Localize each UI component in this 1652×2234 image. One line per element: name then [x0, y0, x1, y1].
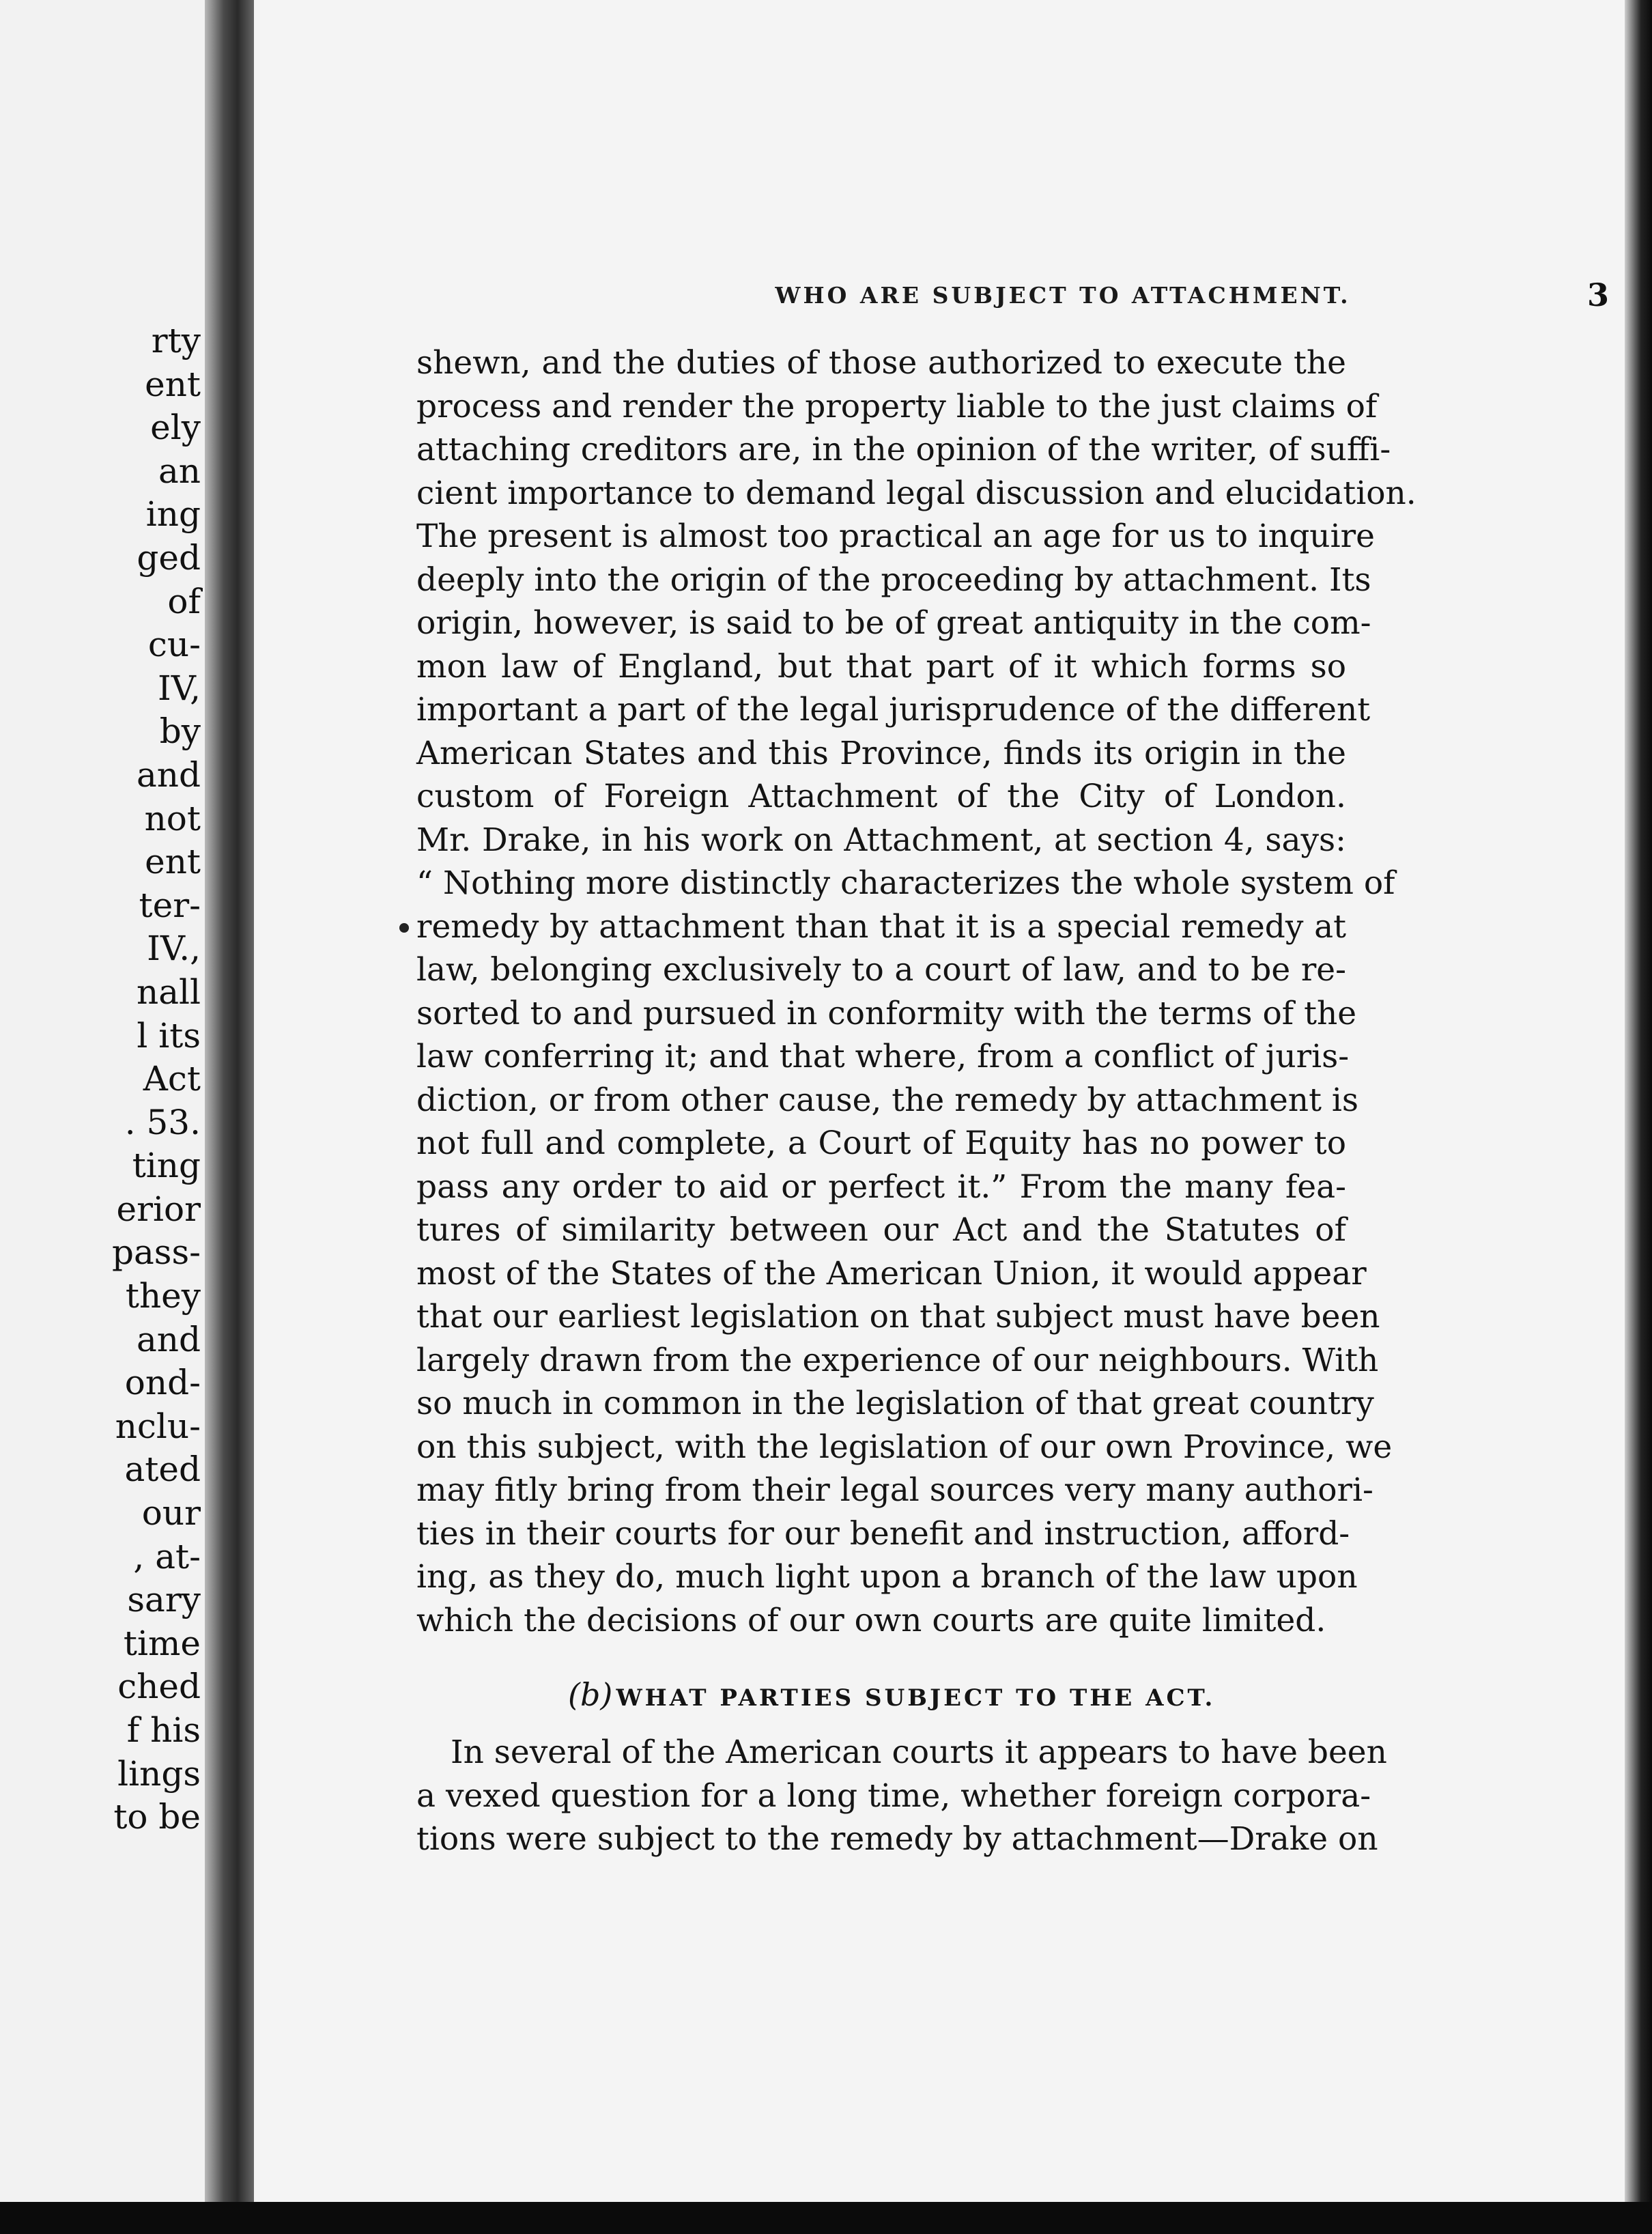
- text-line: attaching creditors are, in the opinion of the writer, of suffi-: [416, 431, 1391, 468]
- text-line: tures of similarity between our Act and the Statutes of: [416, 1211, 1346, 1249]
- left-page-fragment: l its: [137, 1015, 201, 1056]
- running-head-title: WHO ARE SUBJECT TO ATTACHMENT.: [775, 282, 1351, 309]
- text-line: important a part of the legal jurisprudence of the different: [416, 691, 1371, 729]
- left-page-fragment: cu-: [147, 625, 201, 665]
- text-line: diction, or from other cause, the remedy by attachment is: [416, 1081, 1359, 1119]
- left-page-fragment: IV,: [157, 668, 201, 708]
- text-line: pass any order to aid or perfect it.” From the many fea-: [416, 1168, 1346, 1206]
- book-gutter: [205, 0, 259, 2234]
- text-line: cient importance to demand legal discussion and elucidation.: [416, 474, 1416, 512]
- left-page-fragment: IV.,: [147, 929, 201, 969]
- paragraph-1: [416, 341, 1416, 1642]
- left-page-fragment: of: [167, 581, 201, 621]
- text-line: The present is almost too practical an age for us to inquire: [416, 518, 1375, 555]
- right-page: [254, 0, 1625, 2202]
- left-page-fragment: nall: [137, 972, 201, 1012]
- left-page-fragment: time: [123, 1623, 201, 1663]
- text-line: that our earliest legislation on that subject must have been: [416, 1298, 1380, 1335]
- text-line: deeply into the origin of the proceeding by attachment. Its: [416, 561, 1371, 599]
- left-page-fragment: ent: [145, 842, 201, 882]
- page-number: 3: [1586, 277, 1609, 313]
- text-line: In several of the American courts it appears to have been: [451, 1734, 1387, 1771]
- text-line: may fitly bring from their legal sources very many authori-: [416, 1471, 1373, 1509]
- page-right-edge: [1625, 0, 1652, 2234]
- text-line: so much in common in the legislation of that great country: [416, 1385, 1374, 1422]
- text-line: a vexed question for a long time, whether foreign corpora-: [416, 1777, 1371, 1815]
- left-facing-page: [0, 0, 212, 2234]
- text-line: ties in their courts for our benefit and instruction, afford-: [416, 1514, 1350, 1553]
- left-page-fragment: not: [144, 798, 201, 838]
- left-page-fragment: ing: [145, 494, 201, 535]
- running-head: [626, 279, 1609, 313]
- text-line: “ Nothing more distinctly characterizes the whole system of: [416, 864, 1395, 902]
- left-page-fragment: f his: [126, 1710, 201, 1750]
- text-line: on this subject, with the legislation of our own Province, we: [416, 1428, 1393, 1466]
- left-page-fragment: rty: [151, 321, 201, 360]
- left-page-fragment: lings: [117, 1753, 201, 1794]
- text-line: remedy by attachment than that it is a special remedy at: [416, 907, 1346, 946]
- left-page-fragment: ond-: [124, 1363, 201, 1403]
- text-line: which the decisions of our own courts are quite limited.: [416, 1601, 1326, 1639]
- text-line: ing, as they do, much light upon a branch of the law upon: [416, 1558, 1358, 1596]
- left-page-fragment: . 53.: [124, 1102, 201, 1142]
- left-page-fragment: erior: [116, 1189, 201, 1229]
- text-line: most of the States of the American Union, it would appear: [416, 1254, 1367, 1292]
- text-line: law, belonging exclusively to a court of law, and to be re-: [416, 951, 1346, 989]
- text-line: sorted to and pursued in conformity with the terms of the: [416, 994, 1357, 1032]
- text-line: Mr. Drake, in his work on Attachment, at section 4, says:: [416, 821, 1346, 859]
- paragraph-2: [416, 1731, 1387, 1861]
- text-line: not full and complete, a Court of Equity has no power to: [416, 1125, 1346, 1162]
- left-page-fragment: , at-: [133, 1536, 201, 1576]
- section-heading: [568, 1676, 1251, 1713]
- left-page-fragment: ged: [137, 537, 201, 578]
- left-page-fragment: ent: [145, 364, 201, 404]
- left-page-fragment: they: [125, 1276, 201, 1316]
- left-page-fragment: nclu-: [115, 1406, 201, 1446]
- left-page-fragment: pass-: [111, 1232, 201, 1273]
- margin-mark: [399, 923, 409, 933]
- left-page-fragment: our: [141, 1493, 201, 1533]
- text-line: largely drawn from the experience of our neighbours. With: [416, 1341, 1379, 1379]
- text-line: tions were subject to the remedy by attachment—Drake on: [416, 1820, 1378, 1858]
- left-page-fragment: Act: [143, 1059, 201, 1099]
- left-page-text-fragments: [0, 320, 205, 1839]
- text-line: American States and this Province, finds its origin in the: [416, 734, 1346, 772]
- left-page-fragment: by: [159, 711, 201, 752]
- left-page-fragment: ely: [150, 408, 201, 448]
- left-page-fragment: ched: [117, 1667, 201, 1707]
- text-line: mon law of England, but that part of it which forms so: [416, 647, 1346, 685]
- page-bottom-edge: [0, 2202, 1652, 2234]
- left-page-fragment: to be: [113, 1797, 201, 1837]
- left-page-fragment: and: [136, 754, 201, 795]
- section-title: WHAT PARTIES SUBJECT TO THE ACT.: [616, 1684, 1216, 1712]
- text-line: custom of Foreign Attachment of the City of London.: [416, 778, 1346, 815]
- text-line: process and render the property liable to the just claims of: [416, 387, 1378, 425]
- left-page-fragment: ting: [132, 1146, 201, 1186]
- text-line: law conferring it; and that where, from a conflict of juris-: [416, 1038, 1350, 1075]
- left-page-fragment: sary: [127, 1580, 201, 1620]
- left-page-fragment: an: [158, 451, 201, 491]
- left-page-fragment: ated: [124, 1450, 201, 1490]
- text-line: shewn, and the duties of those authorized to execute the: [416, 344, 1346, 382]
- left-page-fragment: ter-: [139, 885, 201, 925]
- left-page-fragment: and: [136, 1319, 201, 1359]
- section-mark: (b): [568, 1676, 613, 1713]
- text-line: origin, however, is said to be of great antiquity in the com-: [416, 604, 1371, 642]
